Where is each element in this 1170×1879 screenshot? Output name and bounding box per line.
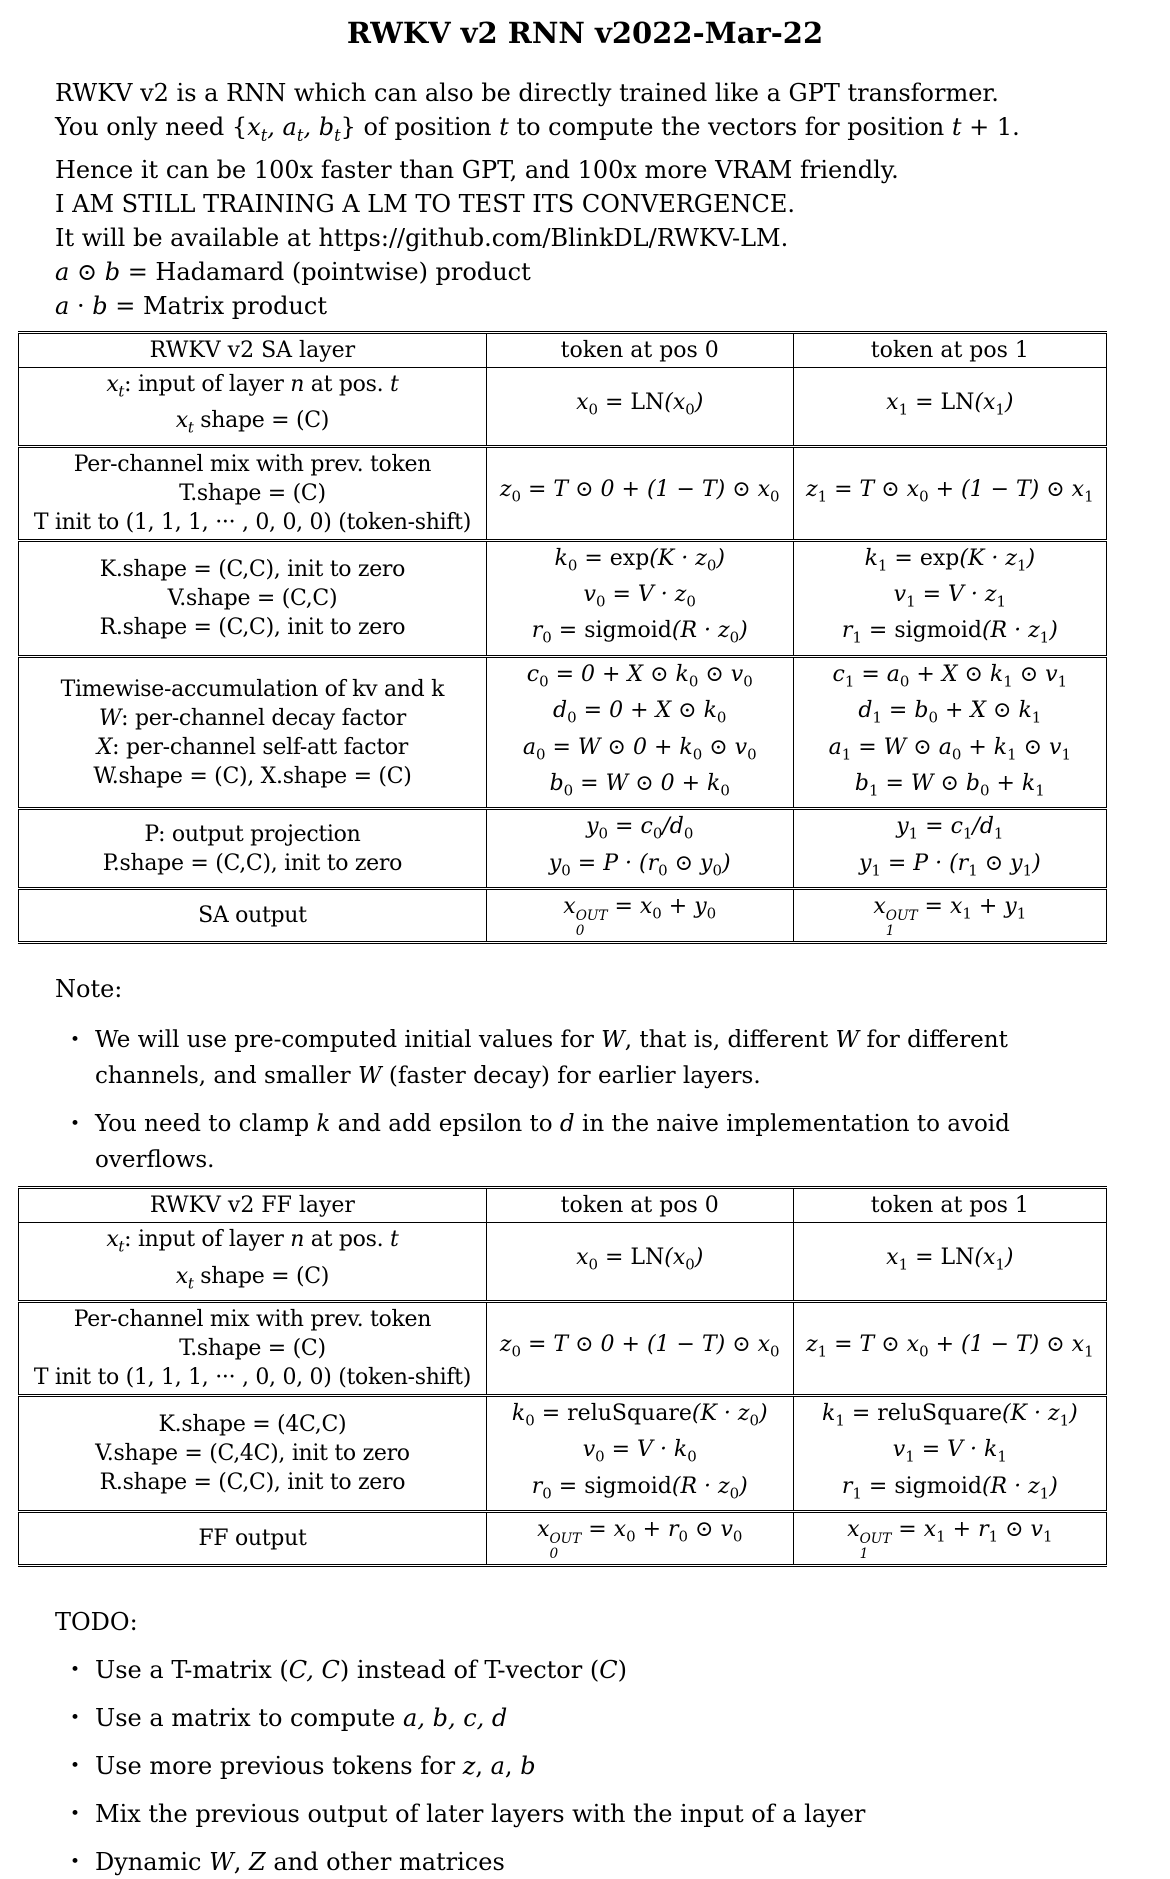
cell-line: Timewise-accumulation of kv and k [60,676,445,702]
table-row [19,656,1107,809]
cell-line: $z_0 = T$ ⊙ 0 + (1 − T) ⊙ $x_0$ [499,476,780,506]
cell-line: $b_1 = W$ ⊙ $b_0 + k_1$ [854,770,1045,800]
cell-line: FF output [198,1526,307,1552]
pos0-formula-cell [486,1223,793,1302]
cell-line: $k_0$ = reluSquare(K · $z_0$) [511,1400,768,1430]
cell-line: T init to (1, 1, 1, ··· , 0, 0, 0) (token-shift) [33,1364,471,1390]
todo-heading: TODO: [55,1608,138,1637]
bullet-text: Use a matrix to compute a, b, c, d [95,1704,508,1733]
bullet-item [55,1106,1115,1178]
page-title: RWKV v2 RNN v2022-Mar-22 [346,16,824,50]
cell-line: x OUT 1 = $x_1 + r_1$ ⊙ $v_1$ [847,1517,1053,1563]
table-row [19,1395,1107,1511]
cell-line: SA output [198,903,307,929]
cell-line: $x_t$: input of layer n at pos. t [106,1227,399,1256]
bullet-icon: • [69,1114,81,1135]
bullet-item [55,1653,1115,1687]
note-bullet-list [55,1022,1115,1178]
pos1-formula-cell [793,1395,1106,1511]
pos0-formula-cell [486,1395,793,1511]
cell-line: $v_1 = V \cdot k_1$ [892,1437,1007,1466]
pos0-formula-cell [486,656,793,809]
table-row [19,367,1107,446]
cell-line: P: output projection [144,821,361,847]
cell-line: T.shape = (C) [179,1335,326,1361]
table-row [19,809,1107,889]
cell-line: P.shape = (C,C), init to zero [102,850,403,876]
bullet-item [55,1797,1115,1831]
pos1-formula-cell [793,656,1106,809]
cell-line: $x_1 = LN(x_1)$ [886,389,1014,419]
pos1-formula-cell [793,809,1106,889]
table-row [19,446,1107,540]
cell-line: $k_0 = \exp(K \cdot z_0)$ [554,545,725,574]
cell-line: V.shape = (C,4C), init to zero [95,1441,410,1467]
pos1-formula-cell [793,540,1106,656]
bullet-text: Use more previous tokens for z, a, b [95,1752,536,1781]
pos1-formula-cell [793,1223,1106,1302]
cell-line: T init to (1, 1, 1, ··· , 0, 0, 0) (token-shift) [33,509,471,535]
cell-line: $r_0$ = sigmoid(R · $z_0$) [531,1473,748,1503]
pos0-formula-cell [486,540,793,656]
cell-line: Per-channel mix with prev. token [73,451,432,477]
pos0-formula-cell [486,1301,793,1395]
cell-line: $x_0 = LN(x_0)$ [576,1245,704,1274]
pos0-formula-cell [486,446,793,540]
cell-line: $y_0 = P \cdot (r_0$ ⊙ $y_0$) [548,850,731,880]
sa-layer-table [18,331,1107,944]
layer-desc-cell [19,1223,487,1302]
intro-line: Hence it can be 100x faster than GPT, and 100x more VRAM friendly. [55,155,899,184]
cell-line: Per-channel mix with prev. token [73,1306,432,1332]
cell-line: $x_t$: input of layer n at pos. t [106,371,399,401]
cell-line: $a_1 = W$ ⊙ $a_0 + k_1$ ⊙ $v_1$ [828,734,1072,763]
cell-line: $r_1$ = sigmoid(R · $z_1$) [841,1473,1058,1503]
bullet-item [55,1749,1115,1783]
bullet-item [55,1845,1115,1879]
bullet-text: You need to clamp k and add epsilon to d in the naive implementation to avoid overflows. [95,1111,1010,1174]
cell-line: $z_0 = T$ ⊙ 0 + (1 − T) ⊙ $x_0$ [499,1332,780,1361]
pos1-formula-cell [793,446,1106,540]
ff-table-body [19,1223,1107,1566]
bullet-icon: • [69,1708,81,1729]
todo-bullet-list [55,1653,1115,1879]
table-row [19,540,1107,656]
table-row [19,1512,1107,1566]
cell-line: $k_1$ = reluSquare(K · $z_1$) [821,1400,1078,1430]
cell-line: X: per-channel self-att factor [96,734,409,760]
bullet-icon: • [69,1804,81,1825]
pos0-formula-cell [486,1512,793,1566]
layer-desc-cell [19,540,487,656]
cell-line: R.shape = (C,C), init to zero [99,1470,406,1496]
sa-table-header-row [19,332,1107,367]
intro-line: a · b = Matrix product [55,291,327,320]
intro-line: It will be available at https://github.com/BlinkDL/RWKV-LM. [55,223,789,252]
bullet-text: We will use pre-computed initial values for W, that is, different W for different channels, and smaller W (faster decay) for earlier layers. [95,1027,1008,1090]
layer-desc-cell [19,1301,487,1395]
cell-line: $r_1$ = sigmoid(R · $z_1$) [841,618,1058,647]
intro-paragraph [55,76,1115,323]
sa-header-pos0: token at pos 0 [486,332,793,367]
cell-line: K.shape = (4C,C) [158,1412,347,1438]
bullet-text: Mix the previous output of later layers with the input of a layer [95,1800,866,1829]
cell-line: $k_1 = \exp(K \cdot z_1)$ [864,545,1036,574]
pos1-formula-cell [793,889,1106,943]
layer-desc-cell [19,367,487,446]
ff-table-header-row [19,1188,1107,1223]
cell-line: x OUT 0 = $x_0 + y_0$ [563,894,717,940]
cell-line: W.shape = (C), X.shape = (C) [93,763,412,789]
layer-desc-cell [19,1512,487,1566]
layer-desc-cell [19,1395,487,1511]
sa-header-layer: RWKV v2 SA layer [19,332,487,367]
ff-header-layer: RWKV v2 FF layer [19,1188,487,1223]
table-row [19,889,1107,943]
pos0-formula-cell [486,367,793,446]
bullet-text: Use a T-matrix (C, C) instead of T-vector (C) [95,1656,627,1685]
cell-line: $x_1 = LN(x_1)$ [886,1245,1014,1274]
todo-section [55,1605,1115,1879]
bullet-icon: • [69,1756,81,1777]
intro-line: I AM STILL TRAINING A LM TO TEST ITS CONVERGENCE. [55,189,795,218]
cell-line: K.shape = (C,C), init to zero [99,556,406,582]
pos0-formula-cell [486,889,793,943]
cell-line: $x_t$ shape = (C) [175,408,330,437]
cell-line: $c_0 = 0 + X$ ⊙ $k_0$ ⊙ $v_0$ [526,661,753,691]
note-heading: Note: [55,975,123,1004]
cell-line: W: per-channel decay factor [98,705,406,731]
intro-line: You only need {$x_t$, $a_t$, $b_t$} of position t to compute the vectors for position t + 1. [55,113,1020,145]
table-row [19,1301,1107,1395]
cell-line: $y_0 = c_0/d_0$ [586,814,694,843]
ff-header-pos0: token at pos 0 [486,1188,793,1223]
sa-table-head [19,332,1107,367]
sa-header-pos1: token at pos 1 [793,332,1106,367]
intro-line: RWKV v2 is a RNN which can also be directly trained like a GPT transformer. [55,79,999,107]
bullet-item [55,1701,1115,1735]
cell-line: $c_1 = a_0 + X$ ⊙ $k_1$ ⊙ $v_1$ [832,661,1068,691]
cell-line: $v_0 = V \cdot k_0$ [582,1437,697,1466]
ff-table-head [19,1188,1107,1223]
cell-line: $v_0 = V \cdot z_0$ [583,581,696,611]
layer-desc-cell [19,446,487,540]
ff-header-pos1: token at pos 1 [793,1188,1106,1223]
cell-line: $b_0 = W$ ⊙ $0 + k_0$ [549,770,730,800]
note-section [55,972,1115,1178]
cell-line: V.shape = (C,C) [167,585,338,611]
pos1-formula-cell [793,1301,1106,1395]
cell-line: R.shape = (C,C), init to zero [99,614,406,640]
cell-line: $d_0 = 0 + X$ ⊙ $k_0$ [553,698,727,727]
pos0-formula-cell [486,809,793,889]
table-row [19,1223,1107,1302]
cell-line: $x_0 = LN(x_0)$ [576,389,704,419]
cell-line: $y_1 = c_1/d_1$ [896,814,1004,843]
layer-desc-cell [19,809,487,889]
intro-line: a ⊙ b = Hadamard (pointwise) product [55,257,531,286]
cell-line: x OUT 0 = $x_0 + r_0$ ⊙ $v_0$ [537,1517,743,1563]
bullet-icon: • [69,1852,81,1873]
layer-desc-cell [19,889,487,943]
ff-layer-table [18,1186,1107,1567]
cell-line: $v_1 = V \cdot z_1$ [893,581,1006,611]
pos1-formula-cell [793,1512,1106,1566]
cell-line: $x_t$ shape = (C) [175,1263,330,1292]
cell-line: x OUT 1 = $x_1 + y_1$ [873,894,1027,940]
cell-line: T.shape = (C) [179,480,326,506]
cell-line: $y_1 = P \cdot (r_1$ ⊙ $y_1$) [858,850,1041,880]
cell-line: $d_1 = b_0 + X$ ⊙ $k_1$ [858,698,1042,727]
bullet-text: Dynamic W, Z and other matrices [95,1848,505,1877]
bullet-item [55,1022,1115,1094]
pos1-formula-cell [793,367,1106,446]
cell-line: $r_0$ = sigmoid(R · $z_0$) [531,618,748,647]
bullet-icon: • [69,1660,81,1681]
layer-desc-cell [19,656,487,809]
bullet-icon: • [69,1030,81,1051]
cell-line: $z_1 = T$ ⊙ $x_0 + (1 - T)$ ⊙ $x_1$ [806,476,1094,506]
sa-table-body [19,367,1107,942]
cell-line: $a_0 = W$ ⊙ $0 + k_0$ ⊙ $v_0$ [522,734,757,763]
cell-line: $z_1 = T$ ⊙ $x_0 + (1 - T)$ ⊙ $x_1$ [806,1332,1094,1361]
